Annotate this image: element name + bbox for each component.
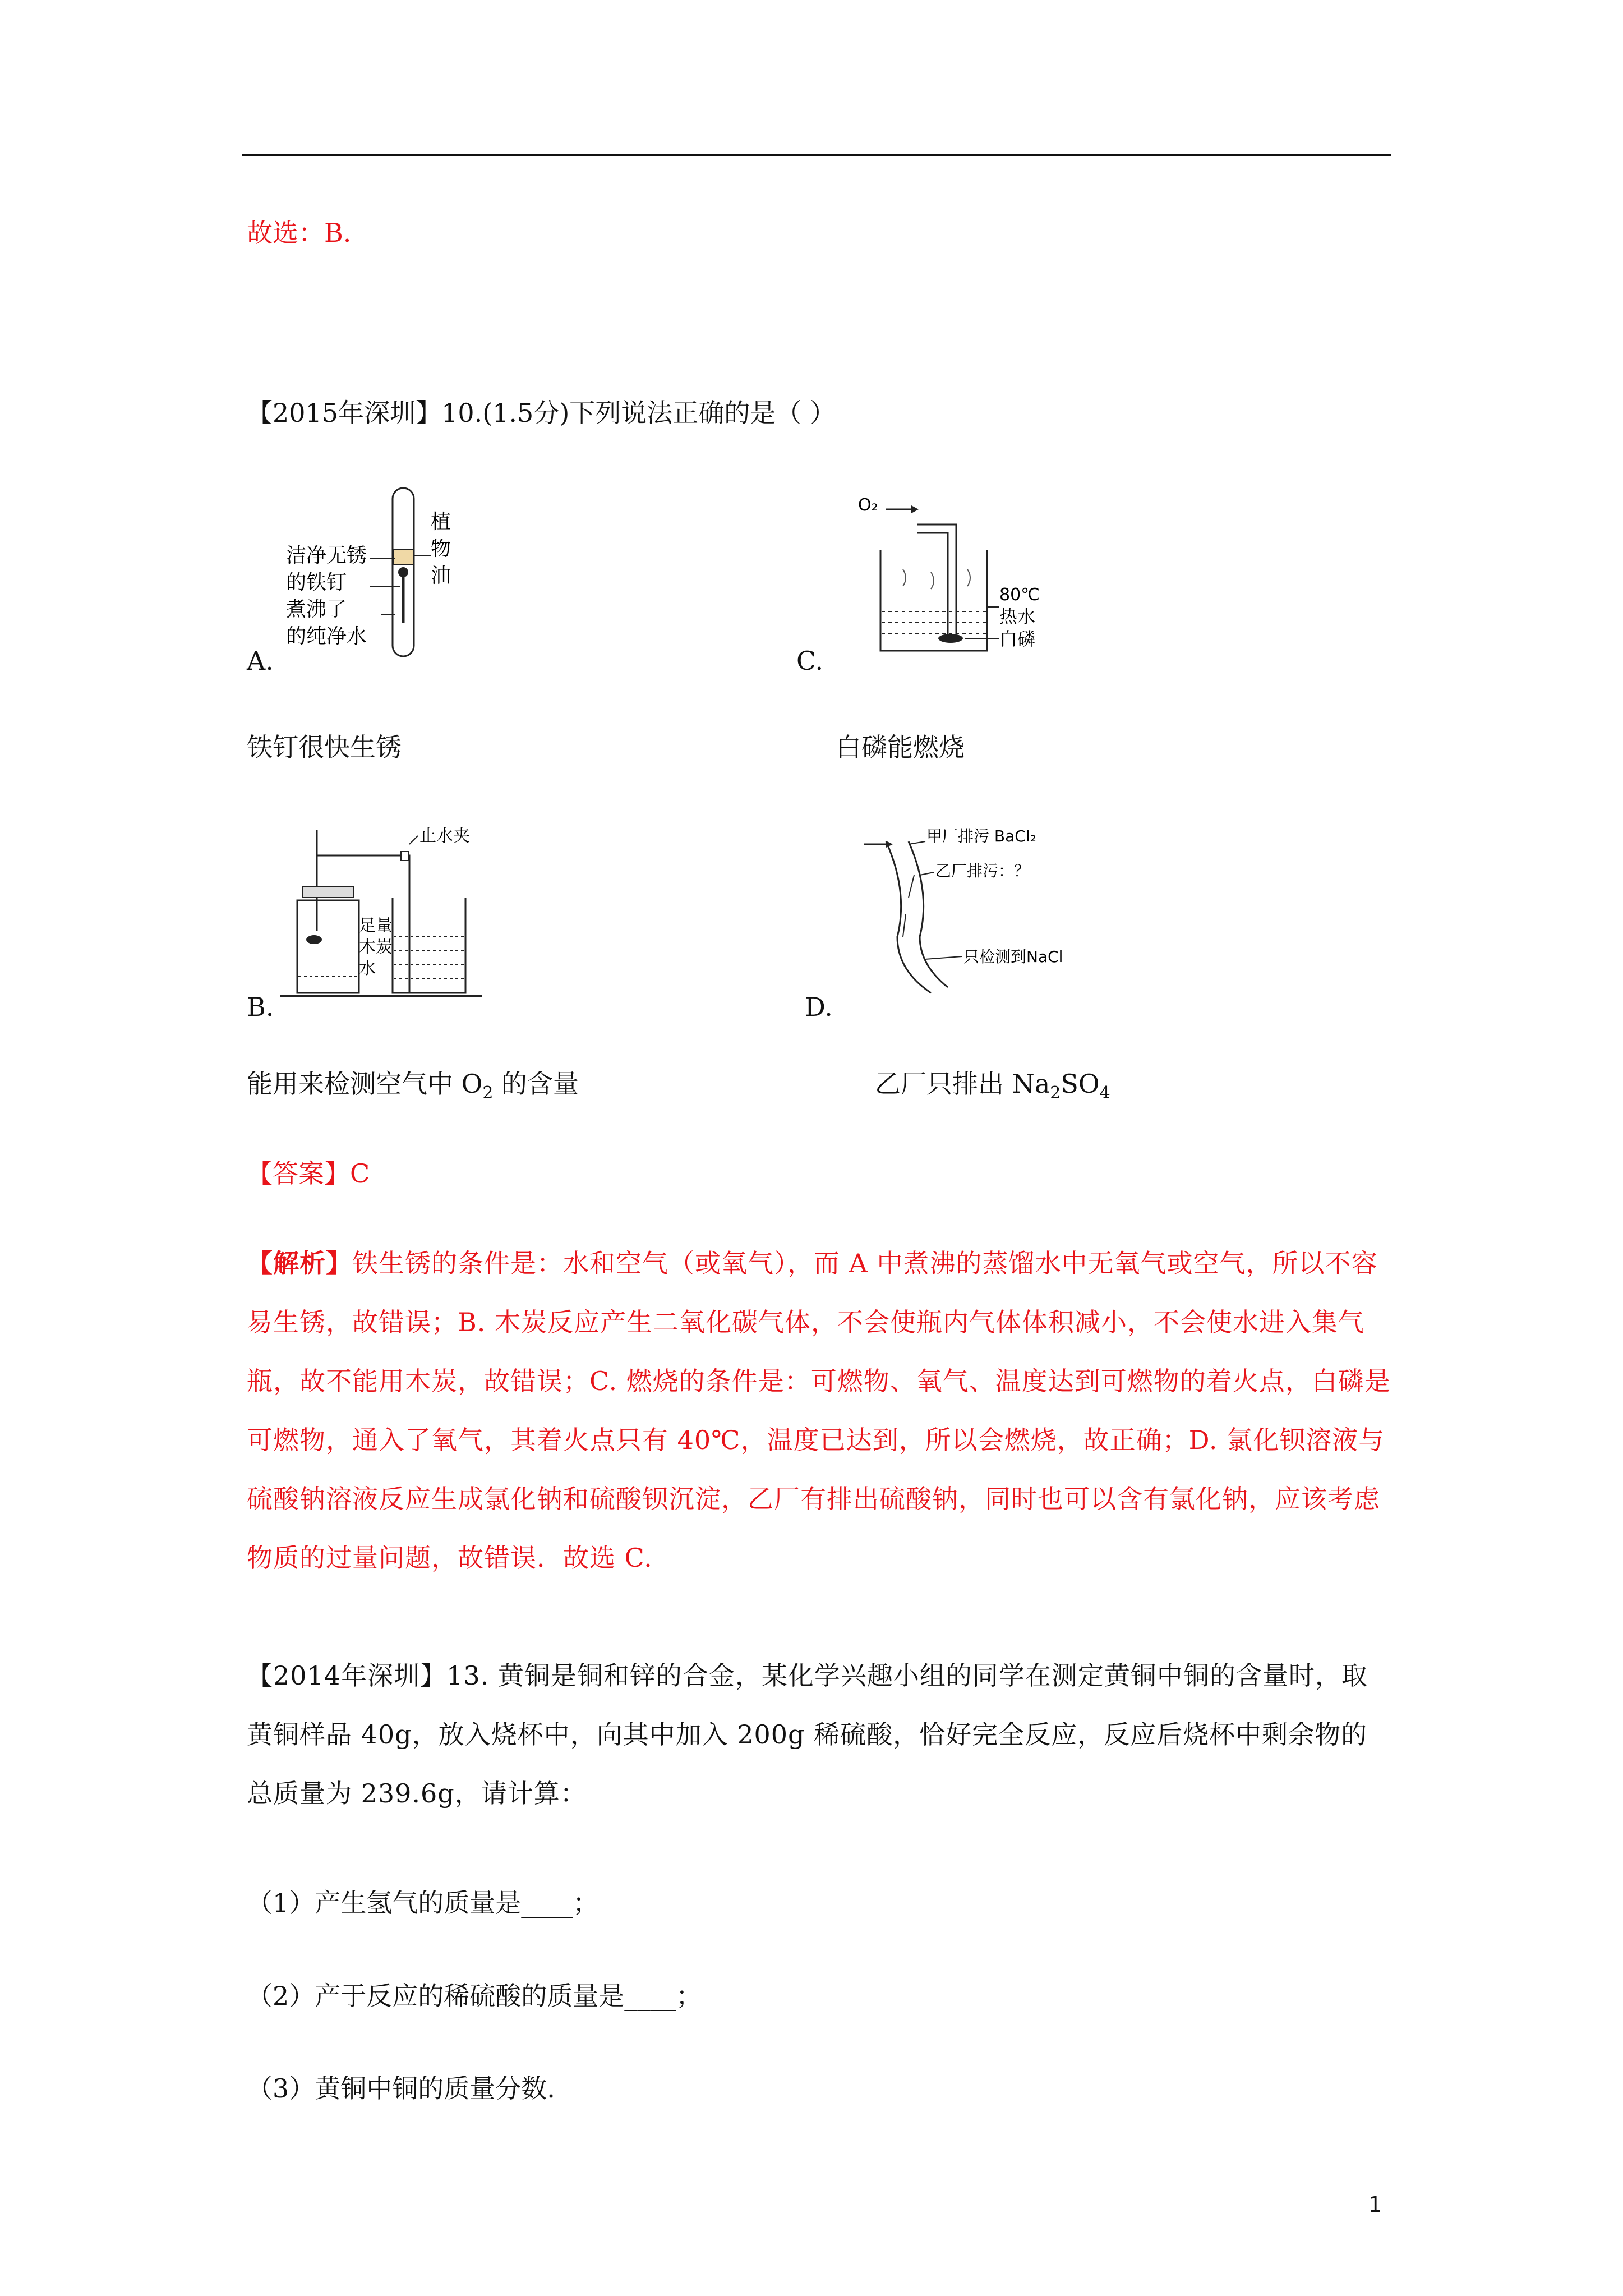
fig-a-label-4: 的纯净水: [286, 625, 367, 648]
option-b-caption: 能用来检测空气中 $O_2$ 的含量: [247, 1069, 579, 1103]
sub-question-2: （2）产于反应的稀硫酸的质量是____；: [247, 1981, 702, 2011]
fig-c-temp: 80℃: [999, 585, 1040, 605]
fig-b-c1: 足量: [359, 916, 393, 936]
header-rule: [242, 154, 1391, 156]
analysis-body: 铁生锈的条件是：水和空气（或氧气），而 A 中煮沸的蒸馏水中无氧气或空气，所以不容易生锈，故错误；B. 木炭反应产生二氧化碳气体，不会使瓶内气体体积减小，不会使水进入集气瓶，故不能用木炭，故错误；C. 燃烧的条件是：可燃物、氧气、温度达到可燃物的着火点，白磷是可燃物，通入了氧气，其着火点只有 40℃，温度已达到，所以会燃烧，故正确；D. 氯化钡溶液与硫酸钠溶液反应生成氯化钠和硫酸钡沉淀，乙厂有排出硫酸钠，同时也可以含有氯化钠，应该考虑物质的过量问题，故错误．故选 C.: [247, 1248, 1391, 1573]
option-c-caption: 白磷能燃烧: [836, 732, 965, 762]
option-c-letter: C.: [796, 646, 824, 676]
figure-b-apparatus: [280, 825, 488, 1004]
sub-question-1: （1）产生氢气的质量是____；: [247, 1888, 599, 1918]
question-10-stem: 【2015年深圳】10.(1.5分)下列说法正确的是（ ）: [247, 398, 836, 428]
figure-d-river: [864, 825, 1105, 1004]
fig-c-p: 白磷: [999, 628, 1036, 650]
fig-a-label-1: 洁净无锈: [286, 544, 367, 567]
option-b-letter: B.: [247, 992, 274, 1022]
option-a-letter: A.: [247, 646, 274, 676]
analysis-head: 【解析】: [247, 1248, 352, 1278]
option-d-caption: 乙厂只排出 $Na_2SO_4$: [875, 1069, 1110, 1103]
fig-b-clip: 止水夹: [419, 826, 470, 846]
fig-a-label-r2: 物: [431, 537, 451, 560]
option-d-letter: D.: [805, 992, 833, 1022]
fig-b-c3: 水: [359, 959, 376, 978]
analysis: [247, 1234, 1391, 1588]
fig-a-label-2: 的铁钉: [286, 571, 347, 594]
answer: 【答案】C: [247, 1158, 370, 1189]
fig-b-c2: 木炭: [359, 937, 393, 957]
fig-d-b: 乙厂排污：？: [935, 862, 1030, 880]
fig-c-o2: O₂: [858, 495, 878, 515]
figure-c-beaker: [852, 488, 1066, 656]
fig-d-c: 只检测到NaCl: [963, 947, 1063, 966]
sub-question-3: （3）黄铜中铜的质量分数.: [247, 2073, 555, 2104]
fig-a-label-r3: 油: [431, 564, 451, 587]
fig-a-label-r1: 植: [431, 510, 451, 533]
page-number: 1: [1368, 2192, 1382, 2217]
fig-a-label-3: 煮沸了: [286, 598, 347, 621]
fig-d-a: 甲厂排污 BaCl₂: [926, 827, 1036, 845]
question-13-stem: 【2014年深圳】13. 黄铜是铜和锌的合金，某化学兴趣小组的同学在测定黄铜中铜的含量时，取黄铜样品 40g，放入烧杯中，向其中加入 200g 稀硫酸，恰好完全反应，反应后烧杯中剩余物的总质量为 239.6g，请计算：: [247, 1660, 1368, 1809]
option-a-caption: 铁钉很快生锈: [247, 732, 402, 762]
figure-a-test-tube: [280, 482, 494, 668]
fig-c-water: 热水: [999, 606, 1036, 627]
previous-answer: 故选：B.: [247, 218, 352, 248]
